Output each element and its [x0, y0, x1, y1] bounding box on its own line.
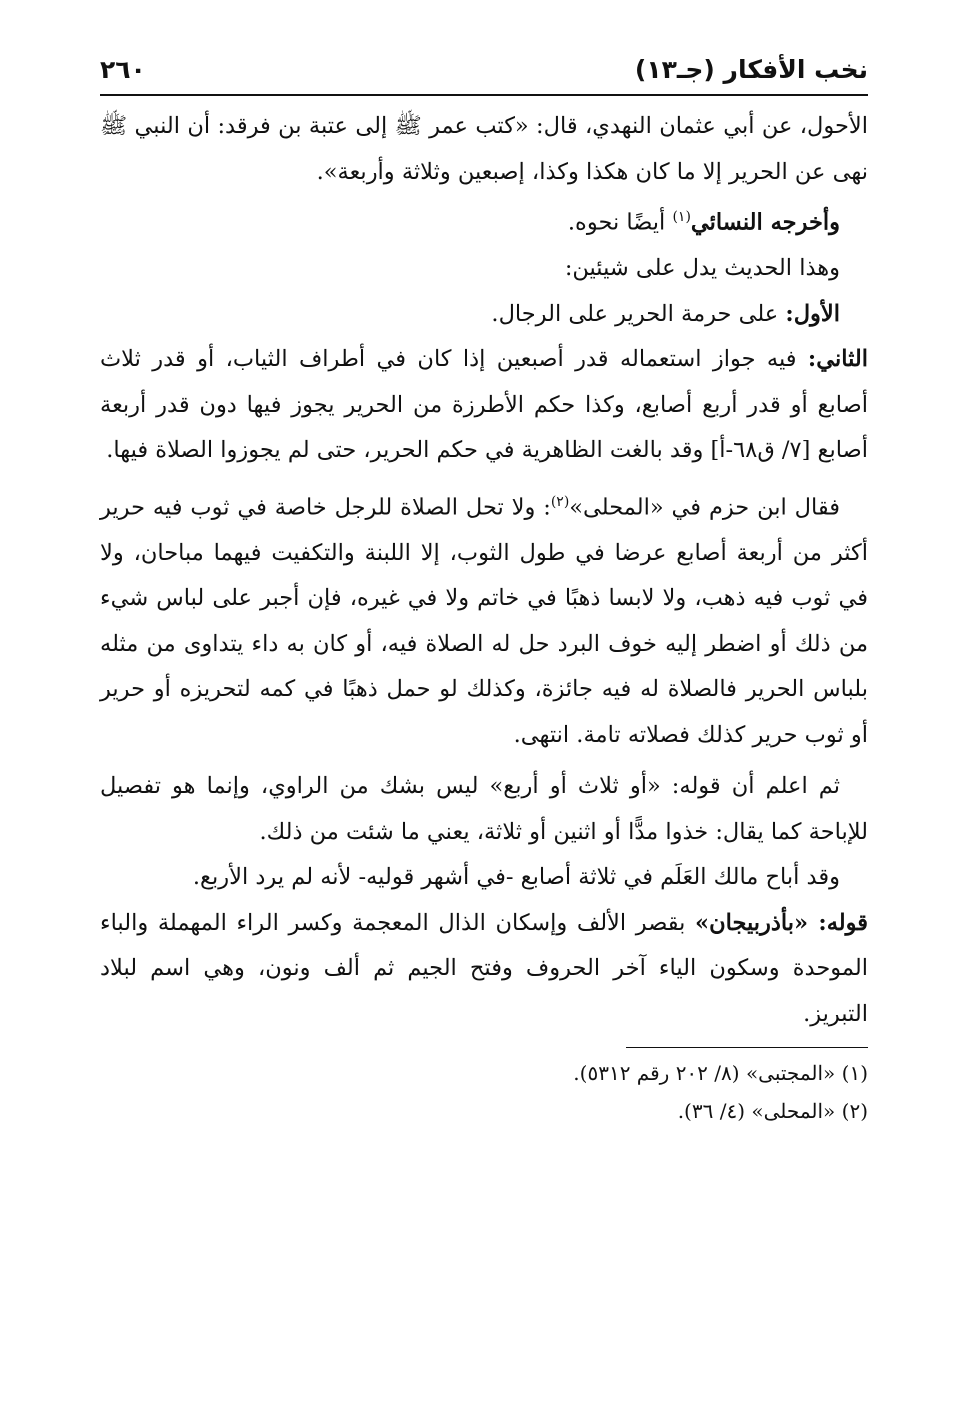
- paragraph-6-text-a: فقال ابن حزم في «المحلى»: [569, 494, 840, 520]
- paragraph-3: وهذا الحديث يدل على شيئين:: [564, 255, 840, 281]
- paragraph-7: ثم اعلم أن قوله: «أو ثلاث أو أربع» ليس بشك من الراوي، وإنما هو تفصيل للإباحة كما يقال: خذوا مدًّا أو اثنين أو ثلاثة، يعني ما شئت من ذلك.: [100, 773, 868, 845]
- footnote-rule: [626, 1047, 868, 1048]
- paragraph-4: [100, 292, 868, 338]
- paragraph-8: وقد أباح مالك العَلَم في ثلاثة أصابع -في أشهر قوليه- لأنه لم يرد الأربع.: [192, 864, 840, 890]
- paragraph-6: [100, 480, 868, 759]
- paragraph-2: [100, 195, 868, 246]
- footnote-ref-1: (١): [672, 209, 691, 225]
- paragraph-2-text: أيضًا نحوه.: [567, 209, 673, 236]
- paragraph-2-lead: وأخرجه النسائي: [690, 209, 840, 236]
- paragraph-9: [100, 901, 868, 1038]
- header-rule: [100, 94, 868, 96]
- running-title: نخب الأفكار (جـ١٣): [634, 55, 868, 84]
- footnote-1: (١) «المجتبى» (٨/ ٢٠٢ رقم ٥٣١٢).: [573, 1061, 868, 1085]
- footnote-2: (٢) «المحلى» (٤/ ٣٦).: [677, 1099, 868, 1123]
- footnote-ref-2: (٢): [550, 493, 570, 510]
- paragraph-6-text-b: : ولا تحل الصلاة للرجل خاصة في ثوب فيه حرير أكثر من أربعة أصابع عرضا في طول الثوب، إلا اللبنة والتكفيت فيهما مباحان، ولا في ثوب فيه ذهب، ولا لابسا ذهبًا في خاتم ولا في غيره، فإن أجبر على لباس شيء من ذلك أو اضطر إليه خوف البرد حل له الصلاة فيه، أو كان به داء يتداوى من مثله بلباس الحرير فالصلاة له فيه جائزة، وكذلك لو حمل ذهبًا في كمه لتحريزه أو حرير أو ثوب حرير كذلك فصلاته تامة. انتهى.: [100, 494, 868, 748]
- paragraph-5-text: فيه جواز استعماله قدر أصبعين إذا كان في أطراف الثياب، أو قدر ثلاث أصابع أو قدر أربع أصابع، وكذا حكم الأطرزة من الحرير يجوز فيها دون قدر أربعة أصابع [٧/ ق٦٨-أ] وقد بالغت الظاهرية في حكم الحرير، حتى لم يجوزوا الصلاة فيها.: [100, 346, 868, 463]
- paragraph-5: [100, 337, 868, 474]
- paragraph-1: الأحول، عن أبي عثمان النهدي، قال: «كتب عمر ﷺ إلى عتبة بن فرقد: أن النبي ﷺ نهى عن الحرير إلا ما كان هكذا وكذا، إصبعين وثلاثة وأربعة».: [100, 113, 868, 185]
- paragraph-9-text: بقصر الألف وإسكان الذال المعجمة وكسر الراء المهملة والباء الموحدة وسكون الياء آخر الحروف وفتح الجيم ثم ألف ونون، وهي اسم لبلاد التبريز.: [100, 909, 868, 1027]
- paragraph-4-lead: الأول:: [785, 300, 840, 327]
- paragraph-9-lead: قوله: «بأذربيجان»: [695, 909, 869, 936]
- paragraph-5-lead: الثاني:: [807, 346, 868, 372]
- page: [100, 55, 868, 1130]
- page-number: ٢٦٠: [100, 55, 146, 84]
- paragraph-4-text: على حرمة الحرير على الرجال.: [491, 300, 786, 327]
- running-header: [100, 55, 868, 90]
